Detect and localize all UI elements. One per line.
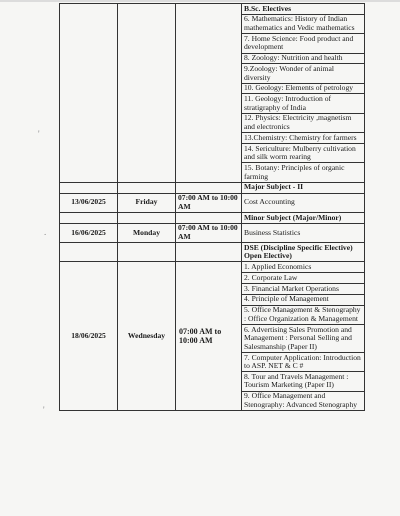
time-cell: 07:00 AM to 10:00 AM [176, 223, 242, 242]
date-cell [60, 4, 118, 183]
date-cell: 13/06/2025 [60, 193, 118, 212]
day-cell [118, 182, 176, 193]
scan-speck: ' [38, 129, 40, 139]
time-cell: 07:00 AM to 10:00 AM [176, 193, 242, 212]
date-cell: 18/06/2025 [60, 262, 118, 411]
time-cell [176, 243, 242, 262]
date-cell [60, 182, 118, 193]
subject-item: 3. Financial Market Operations [242, 284, 365, 295]
subject-item: 4. Principle of Management [242, 294, 365, 305]
day-cell: Monday [118, 223, 176, 242]
time-cell [176, 4, 242, 183]
subject-item: 6. Advertising Sales Promotion and Management : Personal Selling and Salesmanship (Paper II) [242, 324, 365, 352]
date-cell [60, 212, 118, 223]
scan-edge [0, 0, 400, 2]
table-row [60, 193, 365, 212]
scan-speck: . [44, 227, 47, 237]
table-row [60, 262, 365, 273]
subject-item: 2. Corporate Law [242, 273, 365, 284]
subject-item: 7. Computer Application: Introduction to ASP. NET & C # [242, 352, 365, 371]
time-cell: 07:00 AM to 10:00 AM [176, 262, 242, 411]
day-cell [118, 4, 176, 183]
subject-item: 5. Office Management & Stenography : Office Organization & Management [242, 305, 365, 324]
table-row [60, 182, 365, 193]
table-row [60, 212, 365, 223]
day-cell [118, 243, 176, 262]
time-cell [176, 182, 242, 193]
subject-item: 9. Office Management and Stenography: Advanced Stenography [242, 391, 365, 410]
subject-item: 12. Physics: Electricity ,magnetism and electronics [242, 113, 365, 132]
subject-item: Cost Accounting [242, 193, 365, 212]
subject-item: 10. Geology: Elements of petrology [242, 83, 365, 94]
subject-item: 8. Tour and Travels Management : Tourism Marketing (Paper II) [242, 372, 365, 391]
date-cell: 16/06/2025 [60, 223, 118, 242]
subject-item: 6. Mathematics: History of Indian mathematics and Vedic mathematics [242, 14, 365, 33]
section-heading: Minor Subject (Major/Minor) [242, 212, 365, 223]
subject-item: 15. Botany: Principles of organic farming [242, 163, 365, 182]
section-heading: Major Subject - II [242, 182, 365, 193]
subject-item: 9.Zoology: Wonder of animal diversity [242, 64, 365, 83]
subject-item: 7. Home Science: Food product and development [242, 34, 365, 53]
section-heading: DSE (Discipline Specific Elective) Open Elective) [242, 243, 365, 262]
subject-item: 8. Zoology: Nutrition and health [242, 53, 365, 64]
date-cell [60, 243, 118, 262]
subject-item: 14. Sericulture: Mulberry cultivation and silk worm rearing [242, 144, 365, 163]
table-row [60, 223, 365, 242]
subject-item: 11. Geology: Introduction of stratigraphy of India [242, 94, 365, 113]
subject-item: 1. Applied Economics [242, 262, 365, 273]
day-cell: Wednesday [118, 262, 176, 411]
day-cell [118, 212, 176, 223]
day-cell: Friday [118, 193, 176, 212]
table-row [60, 4, 365, 15]
subject-item: 13.Chemistry: Chemistry for farmers [242, 133, 365, 144]
subject-item: Business Statistics [242, 223, 365, 242]
time-cell [176, 212, 242, 223]
table-row [60, 243, 365, 262]
section-heading: B.Sc. Electives [242, 4, 365, 15]
exam-schedule-table [59, 3, 365, 411]
scan-speck: ' [43, 405, 45, 415]
